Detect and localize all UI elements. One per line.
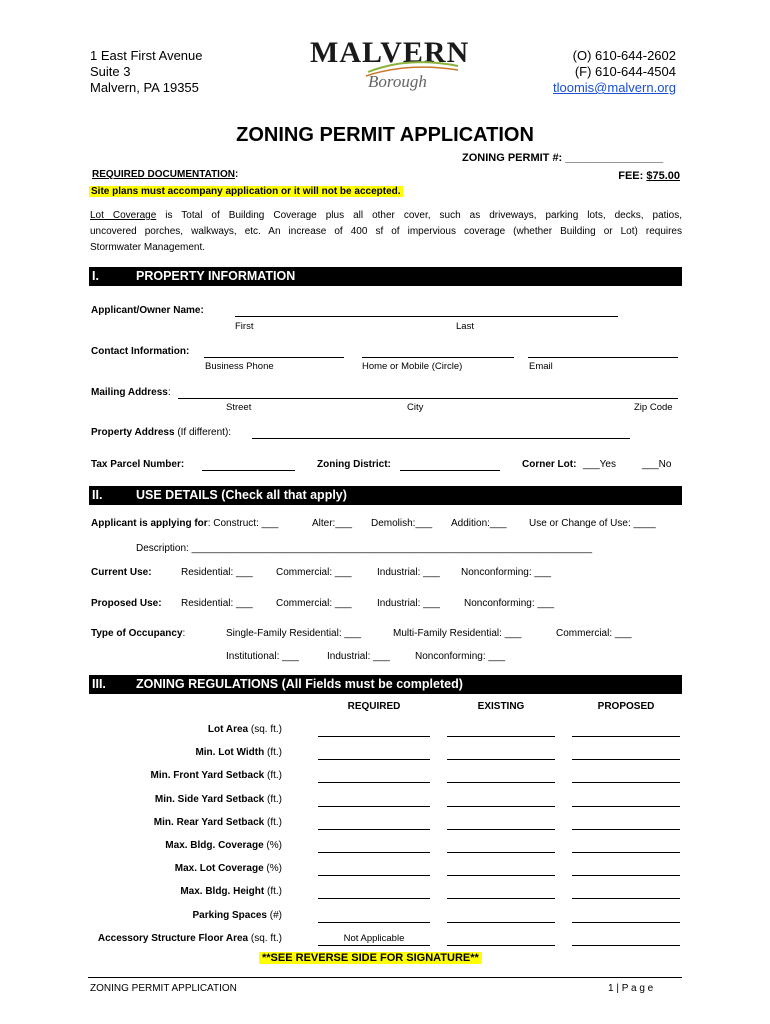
- not-applicable-note: Not Applicable: [343, 933, 405, 944]
- regulation-name: Min. Front Yard Setback: [150, 770, 265, 781]
- home-mobile-caption: Home or Mobile (Circle): [362, 361, 463, 372]
- mailing-address-text: Mailing Address: [91, 387, 168, 398]
- page-title: ZONING PERMIT APPLICATION: [236, 124, 534, 146]
- zip-caption: Zip Code: [634, 402, 673, 413]
- occupancy-label: Type of Occupancy: [91, 628, 183, 639]
- fax-number: (F) 610-644-4504: [574, 64, 676, 79]
- regulation-required-field[interactable]: [318, 782, 430, 783]
- home-mobile-field[interactable]: [362, 357, 514, 358]
- regulation-name: Max. Bldg. Coverage: [165, 840, 264, 851]
- fee: [618, 170, 680, 182]
- regulation-name: Min. Side Yard Setback: [154, 794, 265, 805]
- applicant-label: Applicant/Owner Name:: [91, 305, 204, 316]
- city-caption: City: [407, 402, 424, 413]
- tax-parcel-label: Tax Parcel Number:: [91, 459, 185, 470]
- regulation-required-field[interactable]: [318, 736, 430, 737]
- description-field[interactable]: Description: ________________________________________________________________________: [136, 543, 593, 554]
- regulation-required-field[interactable]: [318, 829, 430, 830]
- address-line-2: Suite 3: [90, 64, 131, 79]
- occupancy-nonconforming-option[interactable]: Nonconforming: ___: [415, 651, 506, 662]
- regulation-row-label: [22, 794, 282, 805]
- first-caption: First: [235, 321, 254, 332]
- regulation-proposed-field[interactable]: [572, 875, 680, 876]
- regulation-proposed-field[interactable]: [572, 898, 680, 899]
- regulation-row-label: [22, 724, 282, 735]
- regulation-existing-field[interactable]: [447, 875, 555, 876]
- section-2-title: USE DETAILS (Check all that apply): [136, 488, 347, 502]
- regulation-name: Max. Bldg. Height: [180, 886, 265, 897]
- last-caption: Last: [456, 321, 474, 332]
- address-block: [90, 48, 203, 96]
- regulation-unit: (ft.): [264, 747, 282, 758]
- single-family-option[interactable]: Single-Family Residential: ___: [226, 628, 362, 639]
- tax-parcel-field[interactable]: [202, 470, 295, 471]
- corner-lot-yes[interactable]: ___Yes: [583, 459, 616, 470]
- email-link[interactable]: tloomis@malvern.org: [552, 80, 676, 95]
- regulation-existing-field[interactable]: [447, 945, 555, 946]
- lot-coverage-note: [90, 208, 682, 256]
- property-address-note: (If different):: [174, 427, 232, 438]
- corner-lot-no[interactable]: ___No: [642, 459, 672, 470]
- regulation-row-label: [22, 910, 282, 921]
- zoning-district-label: Zoning District:: [317, 459, 391, 470]
- address-line-3: Malvern, PA 19355: [90, 80, 199, 95]
- current-industrial[interactable]: Industrial: ___: [377, 567, 440, 578]
- corner-lot-label: Corner Lot:: [522, 459, 577, 470]
- property-address-label: [91, 427, 231, 438]
- lot-coverage-text-3: Stormwater Management.: [90, 242, 206, 253]
- email-field[interactable]: [528, 357, 678, 358]
- regulation-proposed-field[interactable]: [572, 759, 680, 760]
- lot-coverage-term: Lot Coverage: [90, 210, 157, 221]
- malvern-logo: [308, 36, 470, 98]
- page-number: 1 | P a g e: [608, 983, 654, 994]
- regulation-row-label: [22, 817, 282, 828]
- column-required: REQUIRED: [347, 701, 401, 712]
- regulation-name: Max. Lot Coverage: [174, 863, 264, 874]
- regulation-unit: (ft.): [264, 886, 282, 897]
- footer-title: ZONING PERMIT APPLICATION: [90, 983, 237, 994]
- regulation-unit: (%): [263, 863, 282, 874]
- property-address-text: Property Address: [91, 427, 175, 438]
- regulation-existing-field[interactable]: [447, 736, 555, 737]
- fee-label: FEE:: [618, 170, 647, 182]
- applying-for-row: [91, 518, 278, 529]
- occupancy-commercial-option[interactable]: Commercial: ___: [556, 628, 632, 639]
- column-existing: EXISTING: [477, 701, 525, 712]
- regulation-row-label: [22, 840, 282, 851]
- zoning-district-field[interactable]: [400, 470, 500, 471]
- logo-wordmark: MALVERN: [310, 36, 470, 69]
- regulation-existing-field[interactable]: [447, 759, 555, 760]
- proposed-use-label: Proposed Use:: [91, 598, 162, 609]
- regulation-proposed-field[interactable]: [572, 829, 680, 830]
- regulation-row-label: [22, 933, 282, 944]
- regulation-proposed-field[interactable]: [572, 782, 680, 783]
- regulation-name: Parking Spaces: [192, 910, 267, 921]
- section-2-number: II.: [92, 488, 103, 502]
- required-documentation: REQUIRED DOCUMENTATION:: [92, 169, 239, 180]
- regulation-name: Lot Area: [207, 724, 249, 735]
- regulation-name: Accessory Structure Floor Area: [97, 933, 249, 944]
- proposed-commercial[interactable]: Commercial: ___: [276, 598, 352, 609]
- regulation-existing-field[interactable]: [447, 922, 555, 923]
- section-1-header: [89, 267, 682, 286]
- regulation-proposed-field[interactable]: [572, 806, 680, 807]
- institutional-option[interactable]: Institutional: ___: [226, 651, 299, 662]
- lot-coverage-text-2: uncovered porches, walkways, etc. An increase of 400 sf of impervious coverage (whether Building or Lot) requires: [90, 226, 682, 237]
- regulation-unit: (sq. ft.): [248, 724, 282, 735]
- site-plans-notice: Site plans must accompany application or it will not be accepted.: [91, 186, 401, 197]
- section-3-header: [89, 675, 682, 694]
- regulation-row-label: [22, 747, 282, 758]
- regulation-proposed-field[interactable]: [572, 922, 680, 923]
- business-phone-field[interactable]: [204, 357, 344, 358]
- regulation-unit: (sq. ft.): [248, 933, 282, 944]
- section-3-number: III.: [92, 677, 106, 691]
- addition-option[interactable]: Addition:___: [451, 518, 507, 529]
- regulation-name: Min. Lot Width: [195, 747, 265, 758]
- regulation-required-field[interactable]: [318, 806, 430, 807]
- mailing-address-field[interactable]: [178, 398, 678, 399]
- proposed-nonconforming[interactable]: Nonconforming: ___: [464, 598, 555, 609]
- property-address-field[interactable]: [252, 438, 630, 439]
- regulation-required-field[interactable]: [318, 759, 430, 760]
- office-phone: (O) 610-644-2602: [572, 48, 676, 63]
- regulation-unit: (%): [263, 840, 282, 851]
- regulation-existing-field[interactable]: [447, 852, 555, 853]
- current-use-label: Current Use:: [91, 567, 152, 578]
- reverse-side-notice: **SEE REVERSE SIDE FOR SIGNATURE**: [259, 952, 482, 964]
- section-1-number: I.: [92, 269, 99, 283]
- mailing-address-label: Mailing Address:: [91, 387, 171, 398]
- regulation-required-field[interactable]: [318, 898, 430, 899]
- regulation-proposed-field[interactable]: [572, 736, 680, 737]
- logo-subtitle: Borough: [368, 72, 427, 91]
- regulation-existing-field[interactable]: [447, 829, 555, 830]
- regulation-existing-field[interactable]: [447, 782, 555, 783]
- regulation-unit: (#): [267, 910, 282, 921]
- regulation-required-field[interactable]: [318, 945, 430, 946]
- use-change-option[interactable]: Use or Change of Use: ____: [529, 518, 656, 529]
- applying-for-label: Applicant is applying for: [91, 518, 208, 529]
- section-3-title: ZONING REGULATIONS (All Fields must be completed): [136, 677, 463, 691]
- street-caption: Street: [226, 402, 252, 413]
- regulation-row-label: [22, 770, 282, 781]
- section-1-title: PROPERTY INFORMATION: [136, 269, 296, 283]
- construct-option[interactable]: : Construct: ___: [207, 518, 279, 529]
- permit-number-field[interactable]: ZONING PERMIT #: ________________: [462, 152, 664, 164]
- regulation-unit: (ft.): [264, 770, 282, 781]
- current-nonconforming[interactable]: Nonconforming: ___: [461, 567, 552, 578]
- lot-coverage-text-1: is Total of Building Coverage plus all other cover, such as driveways, parking lots, decks, patios,: [156, 210, 682, 221]
- regulation-name: Min. Rear Yard Setback: [153, 817, 265, 828]
- regulation-required-field[interactable]: [318, 852, 430, 853]
- regulation-required-field[interactable]: [318, 875, 430, 876]
- address-line-1: 1 East First Avenue: [90, 48, 203, 63]
- contact-label: Contact Information:: [91, 346, 190, 357]
- email-caption: Email: [529, 361, 553, 372]
- proposed-industrial[interactable]: Industrial: ___: [377, 598, 440, 609]
- regulation-unit: (ft.): [264, 817, 282, 828]
- regulation-proposed-field[interactable]: [572, 852, 680, 853]
- current-residential[interactable]: Residential: ___: [181, 567, 253, 578]
- regulation-existing-field[interactable]: [447, 898, 555, 899]
- regulation-existing-field[interactable]: [447, 806, 555, 807]
- regulation-proposed-field[interactable]: [572, 945, 680, 946]
- required-doc-label: REQUIRED DOCUMENTATION: [92, 169, 235, 180]
- regulation-row-label: [22, 863, 282, 874]
- section-2-header: [89, 486, 682, 505]
- footer-divider: [88, 977, 682, 978]
- current-commercial[interactable]: Commercial: ___: [276, 567, 352, 578]
- regulation-required-field[interactable]: [318, 922, 430, 923]
- business-phone-caption: Business Phone: [205, 361, 274, 372]
- demolish-option[interactable]: Demolish:___: [371, 518, 433, 529]
- column-proposed: PROPOSED: [597, 701, 655, 712]
- proposed-residential[interactable]: Residential: ___: [181, 598, 253, 609]
- occupancy-row: Type of Occupancy:: [91, 628, 186, 639]
- alter-option[interactable]: Alter:___: [312, 518, 353, 529]
- contact-block: [553, 48, 676, 96]
- multi-family-option[interactable]: Multi-Family Residential: ___: [393, 628, 522, 639]
- applicant-name-field[interactable]: [235, 316, 618, 317]
- fee-value: $75.00: [646, 170, 680, 182]
- occupancy-industrial-option[interactable]: Industrial: ___: [327, 651, 390, 662]
- regulation-row-label: [22, 886, 282, 897]
- regulation-unit: (ft.): [264, 794, 282, 805]
